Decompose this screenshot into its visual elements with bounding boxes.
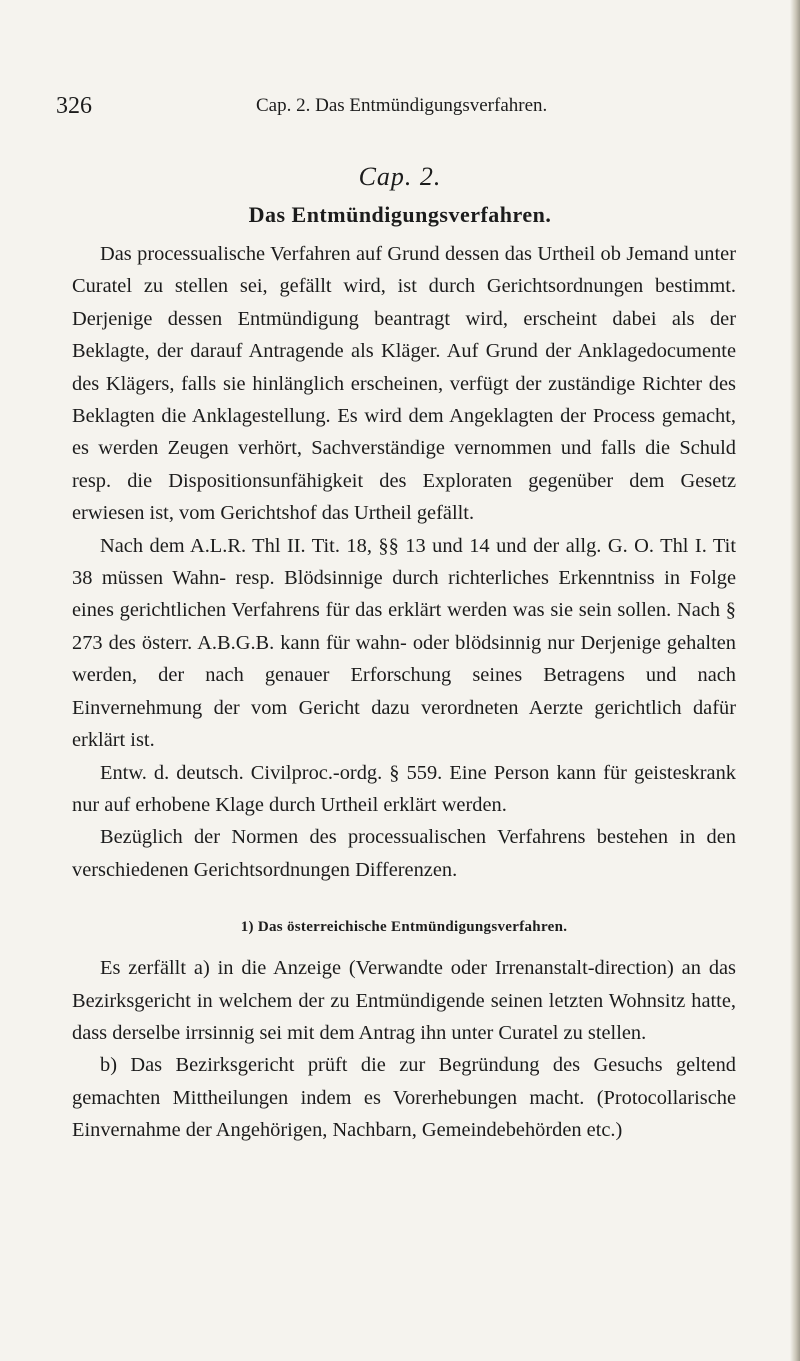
paragraph-alr: Nach dem A.L.R. Thl II. Tit. 18, §§ 13 und 14 und der allg. G. O. Thl I. Tit 38 müssen Wahn- resp. Blödsinnige durch richterliches Erkenntniss in Folge eines gerichtlichen Verfahrens für das erklärt werden was sie sein sollen. Nach § 273 des österr. A.B.G.B. kann für wahn- oder blödsinnig nur Derjenige gehalten werden, der nach genauer Erforschung seines Betragens und nach Einvernehmung der vom Gericht dazu verordneten Aerzte gerichtlich dafür erklärt ist. [72, 534, 736, 752]
chapter-title: Das Entmündigungsverfahren. [248, 202, 552, 227]
paragraph-section-a: Es zerfällt a) in die Anzeige (Verwandte oder Irrenanstalt-direction) an das Bezirksgericht in welchem der zu Entmündigende seinen letzten Wohnsitz hatte, dass derselbe irrsinnig sei mit dem Antrag ihn unter Curatel zu stellen. [72, 957, 736, 1044]
body-text [72, 238, 736, 1147]
section-heading: 1) Das österreichische Entmündigungsverfahren. [240, 919, 568, 936]
paragraph-differences: Bezüglich der Normen des processualischen Verfahrens bestehen in den verschiedenen Gerichtsordnungen Differenzen. [72, 826, 736, 881]
chapter-label: Cap. 2. [358, 162, 442, 191]
paragraph-section-b: b) Das Bezirksgericht prüft die zur Begründung des Gesuchs geltend gemachten Mittheilungen indem es Vorerhebungen macht. (Protocollarische Einvernahme der Angehörigen, Nachbarn, Gemeindebehörden etc.) [72, 1054, 736, 1142]
page-number: 326 [56, 93, 92, 119]
paragraph-intro: Das processualische Verfahren auf Grund dessen das Urtheil ob Jemand unter Curatel zu stellen sei, gefällt wird, ist durch Gerichtsordnungen bestimmt. Derjenige dessen Entmündigung beantragt wird, erscheint dabei als der Beklagte, der darauf Antragende als Kläger. Auf Grund der Anklagedocumente des Klägers, falls sie hinlänglich erscheinen, verfügt der zuständige Richter des Beklagten die Anklagestellung. Es wird dem Angeklagten der Process gemacht, es werden Zeugen verhört, Sachverständige vernommen und falls die Schuld resp. die Dispositionsunfähigkeit des Exploraten gegenüber dem Gesetz erwiesen ist, vom Gerichtshof das Urtheil gefällt. [72, 243, 736, 525]
running-head [56, 93, 756, 123]
running-title: Cap. 2. Das Entmündigungsverfahren. [256, 95, 548, 116]
paragraph-civilprocess: Entw. d. deutsch. Civilproc.-ordg. § 559. Eine Person kann für geisteskrank nur auf erhobene Klage durch Urtheil erklärt werden. [72, 761, 736, 816]
